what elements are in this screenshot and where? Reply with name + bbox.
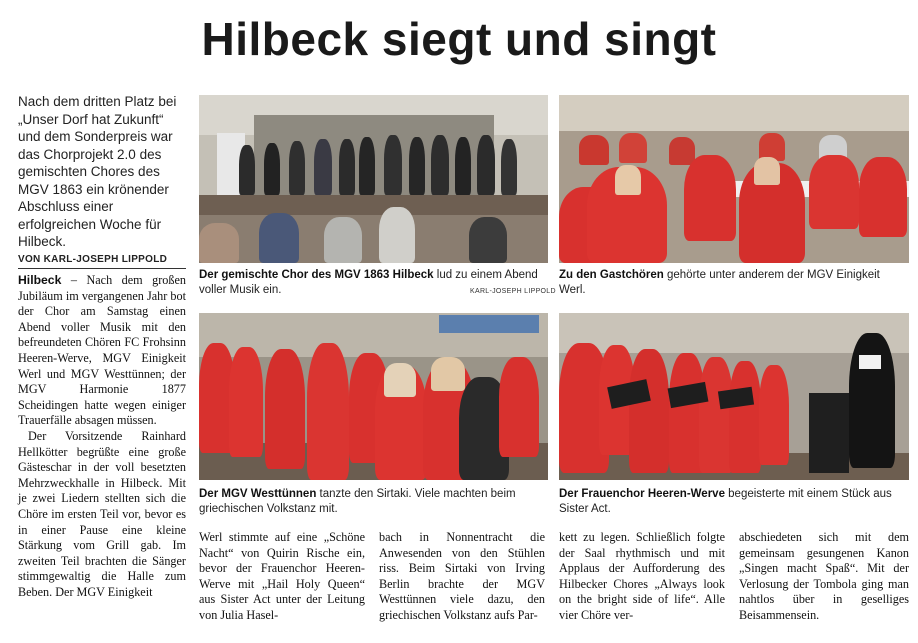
caption-1-lead: Der gemischte Chor des MGV 1863 Hilbeck: [199, 269, 434, 281]
photo-mixed-choir: [199, 95, 548, 263]
body-column-5: abschiedeten sich mit dem gemeinsam gesungenen Kanon „Singen macht Spaß“. Mit der Verlosung der Tombola ging man nahtlos über in geselliges Beisammensein.: [739, 530, 909, 622]
caption-3-lead: Der MGV Westtünnen: [199, 488, 317, 500]
caption-photo-2: [559, 268, 909, 297]
body-column-2: Werl stimmte auf eine „Schöne Nacht“ von Quirin Rische ein, bevor der Frauenchor Heeren-Werve mit „Hail Holy Queen“ aus Sister Act unter der Leitung von Julia Hasel-: [199, 530, 365, 622]
body-column-3: bach in Nonnentracht die Anwesenden von den Stühlen riss. Beim Sirtaki von Irving Berlin brachte der MGV Westtünnen viele dazu, den griechischen Volkstanz aufs Par-: [379, 530, 545, 622]
body-column-1: [18, 273, 186, 600]
caption-photo-3: [199, 487, 548, 516]
photo-westtuennen-sirtaki: [199, 313, 548, 480]
photo-frauenchor-heeren-werve: [559, 313, 909, 480]
lead-paragraph: Nach dem dritten Platz bei „Unser Dorf hat Zukunft“ und dem Sonderpreis war das Chorprojekt 2.0 des gemischten Chores des MGV 1863 ein krönender Abschluss einer erfolgreichen Woche für Hilbeck.: [18, 94, 177, 249]
photo-credit: KARL-JOSEPH LIPPOLD: [470, 288, 556, 295]
caption-2-text: gehörte unter anderem der MGV Einigkeit Werl.: [559, 269, 880, 296]
caption-1-text: lud zu einem Abend voller Musik ein.: [199, 269, 538, 296]
caption-4-lead: Der Frauenchor Heeren-Werve: [559, 488, 725, 500]
body-paragraph-1: – Nach dem großen Jubiläum im vergangenen Jahr bot der Chor am Samstag einen Abend voller Musik mit den befreundeten Chören FC Frohsinn Heeren-Werve, MGV Einigkeit Werl und MGV Westtünnen; der MGV Harmonie 1877 Scheidingen hatte wegen einiger Trauerfälle absagen müssen.: [18, 273, 186, 428]
byline: VON KARL-JOSEPH LIPPOLD: [18, 254, 168, 265]
photo-guest-choir: [559, 95, 909, 263]
caption-2-lead: Zu den Gastchören: [559, 269, 664, 281]
caption-4-text: begeisterte mit einem Stück aus Sister Act.: [559, 488, 892, 515]
caption-photo-4: [559, 487, 909, 516]
body-column-4: kett zu legen. Schließlich folgte der Saal rhythmisch und mit Applaus der Aufforderung des Hilbecker Chores „Always look on the bright side of life“. Alle vier Chöre ver-: [559, 530, 725, 622]
caption-3-text: tanzte den Sirtaki. Viele machten beim griechischen Volkstanz mit.: [199, 488, 516, 515]
body-paragraph-2: Der Vorsitzende Rainhard Hellkötter begrüßte eine große Gästeschar in der voll besetzten Mehrzweckhalle in Hilbeck. Mit je zwei Liedern stellten sich die Chöre im ersten Teil vor, bevor es in einer Pause eine kleine Stärkung vom Grill gab. Im zweiten Teil brachten die Sänger stimmgewaltig die Halle zum Beben. Der MGV Einigkeit: [18, 428, 186, 599]
dateline: Hilbeck: [18, 273, 62, 287]
headline: Hilbeck siegt und singt: [201, 13, 717, 65]
byline-rule: [18, 268, 186, 269]
